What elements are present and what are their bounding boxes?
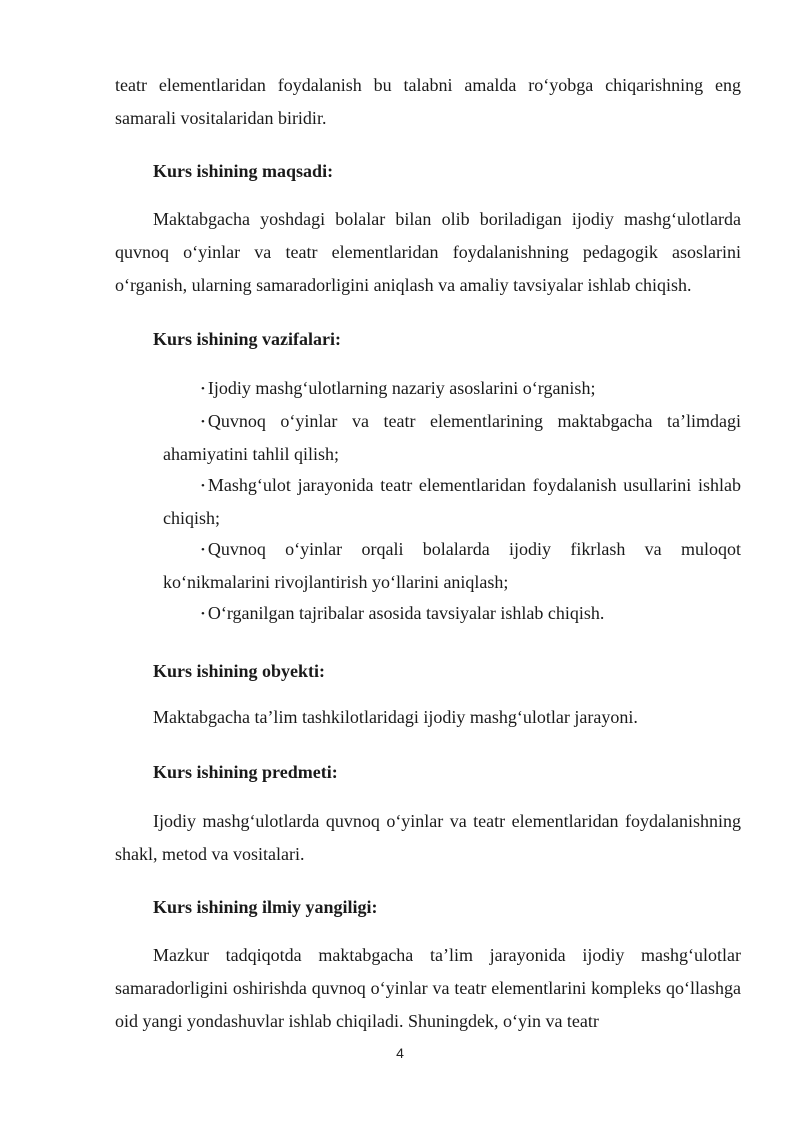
object-paragraph: Maktabgacha ta’lim tashkilotlaridagi ijodiy mashg‘ulotlar jarayoni. xyxy=(153,707,638,727)
page-number: 4 xyxy=(396,1045,404,1061)
bullet-icon: • xyxy=(201,608,205,620)
list-item-text: Quvnoq o‘yinlar orqali bolalarda ijodiy fikrlash va muloqot ko‘nikmalarini rivojlantirish yo‘llarini aniqlash; xyxy=(163,539,741,592)
goal-heading: Kurs ishining maqsadi: xyxy=(153,161,334,181)
list-item xyxy=(163,469,741,534)
intro-paragraph: teatr elementlaridan foydalanish bu talabni amalda ro‘yobga chiqarishning eng samarali vositalaridan biridir. xyxy=(115,75,741,128)
bullet-icon: • xyxy=(201,383,205,395)
bullet-icon: • xyxy=(201,416,205,428)
list-item-text: Ijodiy mashg‘ulotlarning nazariy asoslarini o‘rganish; xyxy=(207,378,596,398)
novelty-paragraph: Mazkur tadqiqotda maktabgacha ta’lim jarayonida ijodiy mashg‘ulotlar samaradorligini oshirishda quvnoq o‘yinlar va teatr elementlarini kompleks qo‘llashga oid yangi yondashuvlar ishlab chiqiladi. Shuningdek, o‘yin va teatr xyxy=(115,945,741,1031)
tasks-heading: Kurs ishining vazifalari: xyxy=(153,329,342,349)
list-item xyxy=(163,533,741,598)
list-item xyxy=(163,372,741,405)
list-item-text: Quvnoq o‘yinlar va teatr elementlarining maktabgacha ta’limdagi ahamiyatini tahlil qilish; xyxy=(163,411,741,464)
list-item xyxy=(163,597,741,630)
subject-paragraph: Ijodiy mashg‘ulotlarda quvnoq o‘yinlar va teatr elementlaridan foydalanishning shakl, metod va vositalari. xyxy=(115,811,741,864)
list-item-text: O‘rganilgan tajribalar asosida tavsiyalar ishlab chiqish. xyxy=(207,603,605,623)
subject-heading: Kurs ishining predmeti: xyxy=(153,762,338,782)
goal-paragraph: Maktabgacha yoshdagi bolalar bilan olib boriladigan ijodiy mashg‘ulotlarda quvnoq o‘yinlar va teatr elementlaridan foydalanishning pedagogik asoslarini o‘rganish, ularning samaradorligini aniqlash va amaliy tavsiyalar ishlab chiqish. xyxy=(115,209,741,295)
list-item-text: Mashg‘ulot jarayonida teatr elementlaridan foydalanish usullarini ishlab chiqish; xyxy=(163,475,741,528)
list-item xyxy=(163,405,741,470)
bullet-icon: • xyxy=(201,480,205,492)
object-heading: Kurs ishining obyekti: xyxy=(153,661,326,681)
bullet-icon: • xyxy=(201,544,205,556)
novelty-heading: Kurs ishining ilmiy yangiligi: xyxy=(153,897,378,917)
